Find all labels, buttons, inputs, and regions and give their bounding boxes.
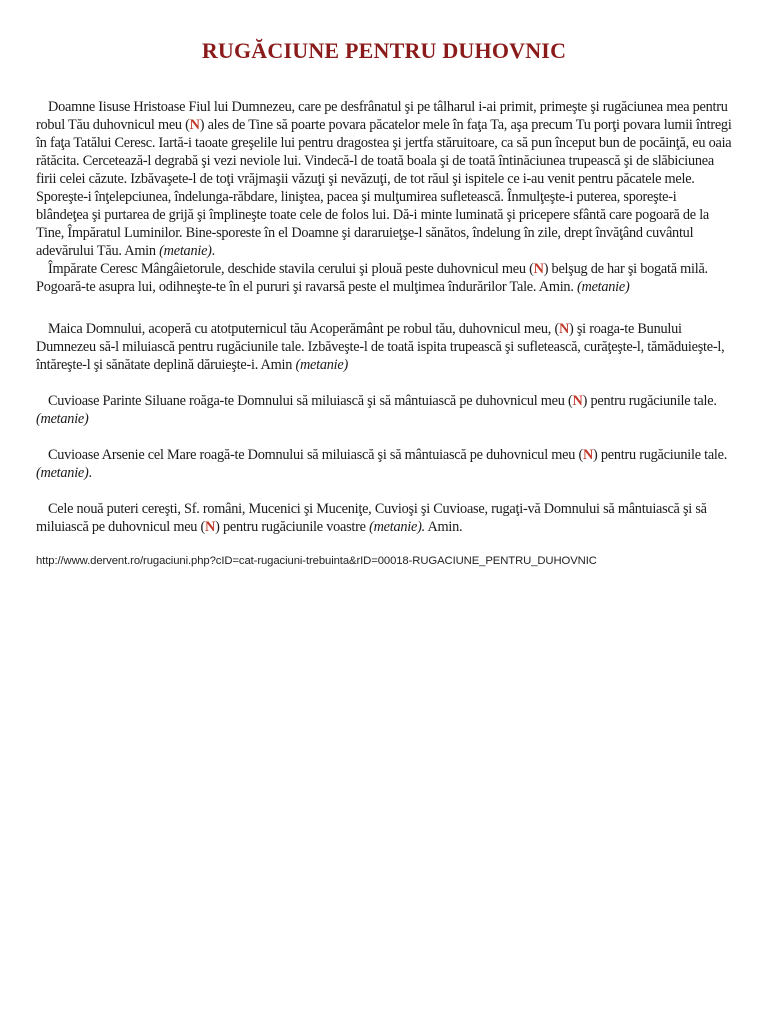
prayer-body [36,98,732,570]
name-marker: N [533,261,544,277]
metanie-note: (metanie) [295,357,348,373]
metanie-note: (metanie) [576,279,630,295]
metanie-note: (metanie) [36,465,89,481]
paragraph-3: Maica Domnului, acoperă cu atotputernicul tău Acoperământ pe robul tău, duhovnicul meu, (N) şi roaga-te Bunului Dumnezeu să-l miluiască pentru rugăciunile tale. Izbăveşte-l de toată ispita trupească şi sufletească, curăţeşte-l, tămăduieşte-l, întăreşte-l şi sănătate deplină dăruieşte-i. Amin (metanie) [36,321,725,373]
name-marker: N [572,393,583,409]
metanie-note: (metanie) [36,411,89,427]
paragraph-1: Doamne Iisuse Hristoase Fiul lui Dumnezeu, care pe desfrânatul şi pe tâlharul i-ai primit, primeşte şi rugăciunea mea pentru robul Tău duhovnicul meu (N) ales de Tine să poarte povara păcatelor mele în faţa Ta, aşa precum Tu porţi povara lumii întregi în faţa Tatălui Ceresc. Iartă-i taoate greşelile lui pentru dragostea şi jertfa stăruitoare, ca să pun început bun de pocăinţă, eu oaia rătăcita. Cercetează-l degrabă şi vezi neviole lui. Vindecă-l de toată boala şi de toată întinăciunea trupească şi de slăbiciunea firii celei căzute. Izbăvaşete-l de toţi vrăjmaşii văzuţi şi nevăzuţi, de tot răul şi ispitele ce i-au venit pentru păcatele mele. Sporeşte-i înţelepciunea, îndelunga-răbdare, liniştea, pacea şi mulţumirea sufletească. Înmulţeşte-i puterea, sporeşte-i blândeţea şi purtarea de grijă şi împlineşte toate cele de folos lui. Dă-i minte luminată şi pricepere sfântă care pogoară de la Tine, Împăratul Luminilor. Bine-sporeste în el Doamne şi dararuieţşe-l sănătos, îndelung în zile, drept învăţând cuvântul adevărului Tău. Amin (metanie). [36,99,732,259]
source-url: http://www.dervent.ro/rugaciuni.php?cID=cat-rugaciuni-trebuinta&rID=00018-RUGACIUNE_PENTRU_DUHOVNIC [36,555,597,567]
paragraph-6: Cele nouă puteri cereşti, Sf. români, Mucenici şi Muceniţe, Cuvioşi şi Cuvioase, rugaţi-vă Domnului să mântuiască şi să miluiască pe duhovnicul meu (N) pentru rugăciunile voastre (metanie). Amin. [36,501,707,535]
document-title: RUGĂCIUNE PENTRU DUHOVNIC [201,38,567,63]
paragraph-2: Împărate Ceresc Mângâietorule, deschide stavila cerului şi plouă peste duhovnicul meu (N) belşug de har şi bogată milă. Pogoară-te asupra lui, odihneşte-te în el pururi şi ravarsă peste el mulţimea îndurărilor Tale. Amin. (metanie) [36,261,708,295]
paragraph-4: Cuvioase Parinte Siluane roăga-te Domnului să miluiască şi să mântuiască pe duhovnicul meu (N) pentru rugăciunile tale. (metanie) [36,393,717,427]
name-marker: N [205,519,216,535]
name-marker: N [558,321,570,337]
metanie-note: (metanie) [159,243,212,259]
metanie-note: (metanie). [369,519,425,535]
name-marker: N [582,447,594,463]
paragraph-5: Cuvioase Arsenie cel Mare roagă-te Domnului să miluiască şi să mântuiască pe duhovnicul meu (N) pentru rugăciunile tale. (metanie). [36,447,728,481]
name-marker: N [189,117,200,133]
